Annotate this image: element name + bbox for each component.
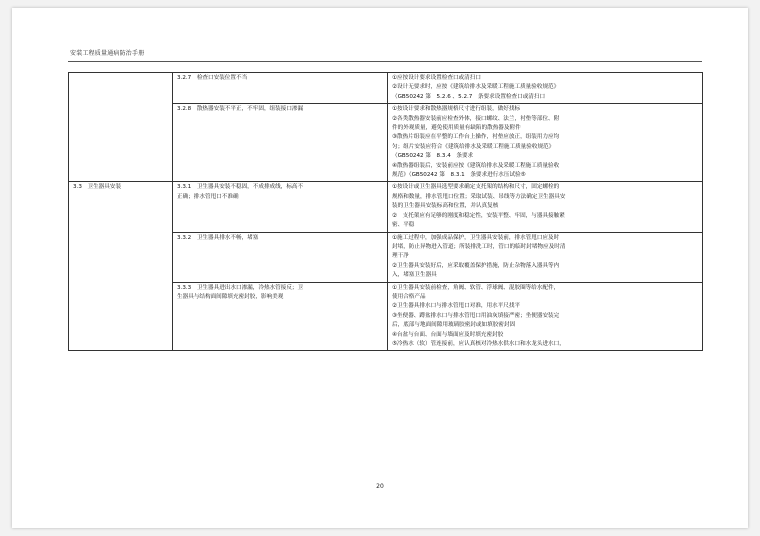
problem-line: 正确；排水管甩口不准确 <box>177 193 239 200</box>
problem-cell <box>173 182 388 232</box>
measure-line: 入，堵塞卫生器具 <box>392 272 437 279</box>
measures-cell <box>388 73 703 104</box>
section-cell <box>69 73 173 182</box>
measure-line: 使用合格产品 <box>392 293 426 300</box>
measure-line: 规范》（GB50242 第 8.3.1 条要求进行水压试验⑤ <box>392 172 526 179</box>
measure-line: ②各类散热器安装前应检查外体，接口螺纹、法兰，衬垫等部位、附 <box>392 115 560 122</box>
header-divider <box>68 61 702 62</box>
problem-line: 3.3.3 卫生器具进出水口渗漏，冷热水管接反；卫 <box>177 284 304 291</box>
measure-line: ④台盆与台面、台面与墙面应及时填充密封胶 <box>392 331 504 338</box>
measure-line: 装的卫生器具安装标高和位置，并认真复核 <box>392 203 499 210</box>
measures-cell <box>388 182 703 232</box>
problem-cell <box>173 104 388 182</box>
problem-line: 3.3.1 卫生器具安装不稳固，不成排成线，标高不 <box>177 184 304 191</box>
table-row <box>69 73 703 104</box>
problem-cell <box>173 232 388 282</box>
measure-line: 后，底部与地面间隙用玻璃胶密封或如填胶密封固 <box>392 322 516 329</box>
measure-line: 件的外观质量，避免使用质量有缺陷的散热器及附件 <box>392 125 521 132</box>
problem-cell <box>173 282 388 351</box>
measure-line: ④散热器组装后，安装前应按《建筑给排水及采暖工程施工质量验收 <box>392 162 560 169</box>
measures-cell <box>388 282 703 351</box>
table-row <box>69 182 703 232</box>
specification-table <box>68 72 703 351</box>
measure-line: ①施工过程中，加强成品保护，卫生器具安装前，排水管甩口应及时 <box>392 234 560 241</box>
page-number: 20 <box>376 483 384 490</box>
measure-line: ② 支托架应有足够的刚度和稳定性，安装平整、牢固，与器具接触紧 <box>392 212 565 219</box>
section-cell: 3.3 卫生器具安装 <box>69 182 173 351</box>
measure-line: 封堵，防止异物进入管道；所装排洗工时，管口的临时封堵物应及时清 <box>392 243 566 250</box>
measure-line: ③坐便器、蹲盆排水口与排水管甩口用油灰填接严密；坐便器安装完 <box>392 312 560 319</box>
measure-line: 密、平稳 <box>392 222 415 229</box>
header-title: 安装工程质量通病防治手册 <box>70 50 145 57</box>
measure-line: ②卫生器具排水口与排水管甩口对准，用水平尺找平 <box>392 303 521 310</box>
measure-line: ①按设计要求和散热器规格尺寸进行组装，做好找标 <box>392 106 521 113</box>
measures-cell <box>388 104 703 182</box>
table-body <box>69 73 703 351</box>
problem-line: 3.2.8 散热器安装不平正，不牢固，组装接口渗漏 <box>177 106 304 113</box>
measure-line: ⑤冷热水（软）管连接前，应认真核对冷热水供水口和水龙头进水口， <box>392 340 565 347</box>
problem-line: 生器具与结构面间隙填充密封胶，影响美观 <box>177 293 284 300</box>
problem-line: 3.3.2 卫生器具排水不畅，堵塞 <box>177 234 259 241</box>
measure-line: ③散热片组装应在平整的工作台上操作，衬垫应放正，组装用力应均 <box>392 134 560 141</box>
measure-line: （GB50242 第 8.3.4 条要求 <box>392 153 474 160</box>
measure-line: ②设计无要求时，应按《建筑给排水及采暖工程施工质量验收规范》 <box>392 84 560 91</box>
measure-line: ②卫生器具安装好后，应采取覆盖保护措施，防止杂物落入器具等内 <box>392 262 560 269</box>
measure-line: 理干净 <box>392 253 409 260</box>
measure-line: ①按设计或卫生器具选型要求确定支托架的结构和尺寸，固定螺栓的 <box>392 184 560 191</box>
measures-cell <box>388 232 703 282</box>
problem-line: 3.2.7 检查口安装位置不当 <box>177 75 248 81</box>
document-page <box>12 8 748 528</box>
problem-cell <box>173 73 388 104</box>
measure-line: 规格和数量，排水管甩口位置；采取试装、吊线等方法确定卫生器具安 <box>392 193 566 200</box>
measure-line: （GB50242 第 5.2.6 、5.2.7 条要求设置检查口或清扫口 <box>392 93 546 100</box>
measure-line: 匀；组片安装应符合《建筑给排水及采暖工程施工质量验收规范》 <box>392 143 555 150</box>
measure-line: ①卫生器具安装前检查，角阀、软管、浮球阀、混胶圈等给水配件， <box>392 284 560 291</box>
measure-line: ①应按设计要求设置检查口或清扫口 <box>392 75 481 81</box>
